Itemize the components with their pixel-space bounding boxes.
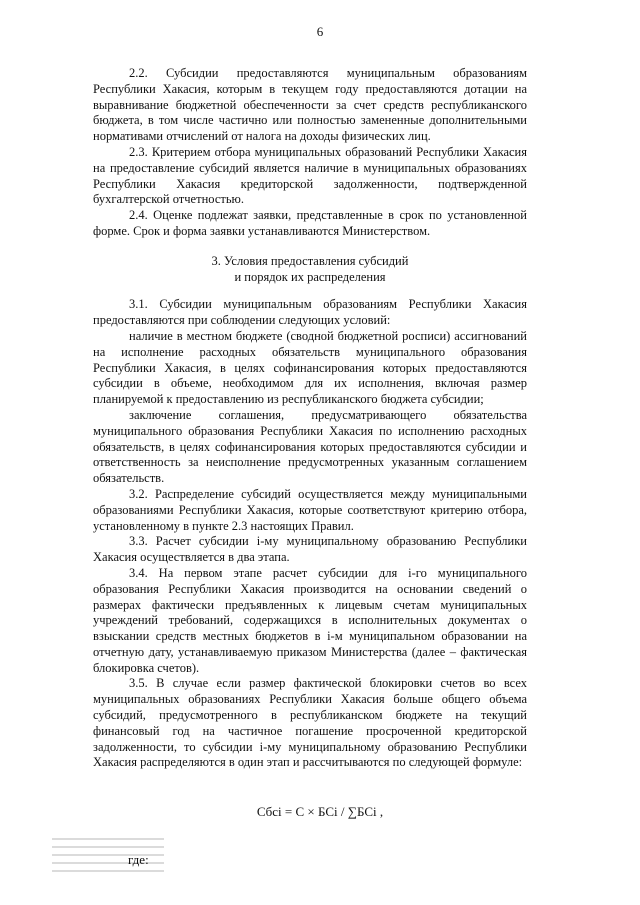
formula: Сбсi = С × БСi / ∑БСi , <box>256 804 384 819</box>
section-heading-line1: 3. Условия предоставления субсидий <box>211 253 409 268</box>
document-body <box>93 66 527 771</box>
page-number: 6 <box>316 24 324 39</box>
condition-budget: наличие в местном бюджете (сводной бюджетной росписи) ассигнований на исполнение расходных обязательств муниципального образования Республики Хакасия, в целях софинансирования которых предоставляются субсидии в объеме, необходимом для их исполнения, включая размер планируемой к предоставлению из республиканского бюджета субсидии; <box>93 328 527 407</box>
paragraph-3-5: 3.5. В случае если размер фактической блокировки счетов во всех муниципальных образованиях Республики Хакасия больше общего объема субсидий, предусмотренного в республиканском бюджете на текущий финансовый год на частичное погашение просроченной кредиторской задолженности, то субсидии i-му муниципальному образованию Республики Хакасия распределяются в один этап и рассчитываются по следующей формуле: <box>93 676 527 770</box>
paragraph-3-3: 3.3. Расчет субсидии i-му муниципальному образованию Республики Хакасия осуществляется в два этапа. <box>93 534 527 565</box>
paragraph-3-4: 3.4. На первом этапе расчет субсидии для i-го муниципального образования Республики Хакасия производится на основании сведений о размерах фактически предъявленных к лицевым счетам муниципальных учреждений требований, содержащихся в исполнительных документах о взыскании средств местных бюджетов в i-м муниципальном образовании на отчетную дату, устанавливаемую приказом Министерства (далее – фактическая блокировка счетов). <box>93 565 527 675</box>
paragraph-2-4: 2.4. Оценке подлежат заявки, представленные в срок по установленной форме. Срок и форма заявки устанавливаются Министерством. <box>93 208 527 238</box>
condition-agreement: заключение соглашения, предусматривающего обязательства муниципального образования Республики Хакасия по исполнению расходных обязательств, в целях софинансирования которых предоставляются субсидии и ответственность за неисполнение предусмотренных указанным соглашением обязательств. <box>93 407 527 486</box>
paragraph-3-2: 3.2. Распределение субсидий осуществляется между муниципальными образованиями Республики Хакасия, которые соответствуют критерию отбора, установленному в пункте 2.3 настоящих Правил. <box>93 486 527 533</box>
paragraph-2-3: 2.3. Критерием отбора муниципальных образований Республики Хакасия на предоставление субсидий является наличие в муниципальных образованиях Республики Хакасия кредиторской задолженности, подтвержденной бухгалтерской отчетностью. <box>93 144 527 207</box>
section-heading <box>93 254 527 286</box>
paragraph-3-1: 3.1. Субсидии муниципальным образованиям Республики Хакасия предоставляются при соблюдении следующих условий: <box>93 297 527 328</box>
section-heading-line2: и порядок их распределения <box>234 269 386 284</box>
where-label: где: <box>128 852 149 867</box>
paragraph-2-2: 2.2. Субсидии предоставляются муниципальным образованиям Республики Хакасия, которым в текущем году предоставляются дотации на выравнивание бюджетной обеспеченности за счет средств республиканского бюджета, в том числе частично или полностью замененные дополнительными нормативами отчислений от налога на доходы физических лиц. <box>93 66 527 144</box>
